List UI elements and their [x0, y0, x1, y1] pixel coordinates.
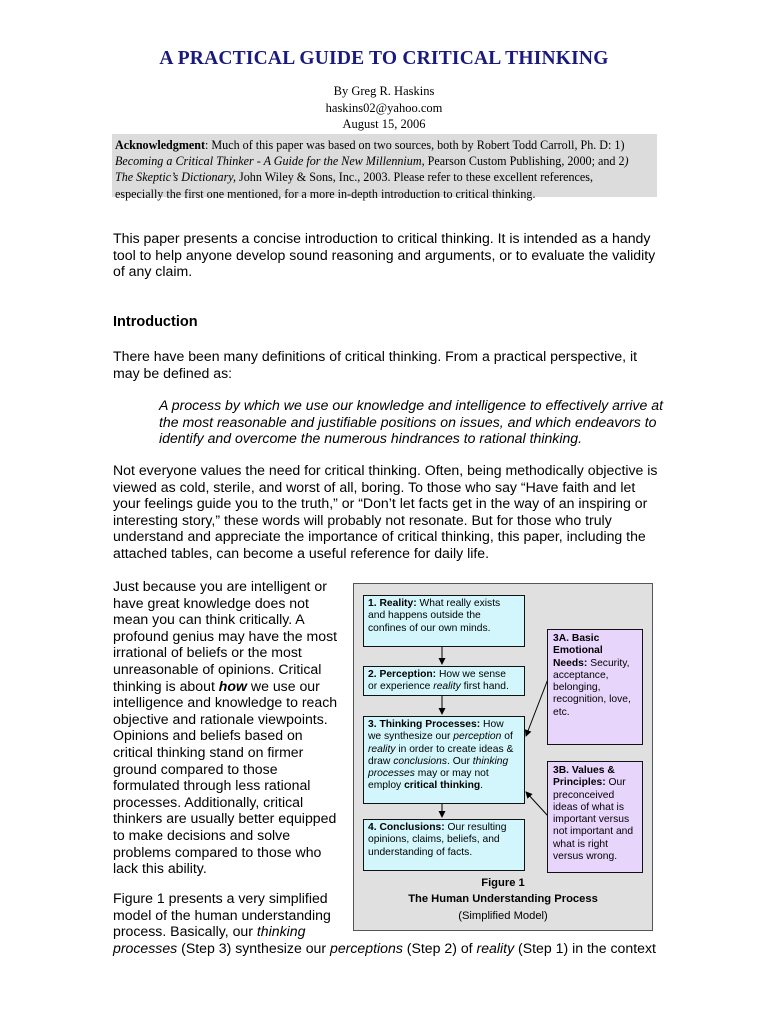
text-line [113, 678, 348, 695]
box-perception [363, 666, 525, 696]
intro-paragraph [113, 230, 655, 280]
box-text: ideas of what is [553, 801, 624, 813]
box-text: acceptance, [553, 669, 609, 681]
ack-text: : Much of this paper was based on two sources, both by Robert Todd Carroll, Ph. D: 1) [205, 138, 625, 152]
box-text: Our [605, 777, 626, 789]
box-text: understanding of facts. [368, 846, 473, 858]
author-email: haskins02@yahoo.com [325, 101, 443, 115]
text-span: perceptions [330, 939, 403, 956]
values-paragraph [113, 462, 657, 562]
text-line: There have been many definitions of critical thinking. From a practical perspective, it [113, 348, 638, 364]
text-line: Just because you are intelligent or [113, 578, 327, 594]
ack-book-2: The Skeptic’s Dictionary, [115, 170, 237, 185]
box-text: Our resulting [444, 822, 507, 833]
text-line: Not everyone values the need for critical thinking. Often, being methodically objective is [113, 462, 658, 478]
text-line [113, 940, 656, 957]
text-line: processes. Additionally, critical [113, 793, 304, 810]
box-label: Emotional [553, 645, 603, 657]
text-line: identify and overcome the numerous hindrances to rational thinking. [159, 430, 583, 447]
figure-1-diagram [353, 583, 653, 931]
box-text: recognition, love, [553, 694, 631, 706]
box-text: versus wrong. [553, 851, 618, 863]
box-text: or experience [368, 681, 434, 693]
text-span: (Step 3) synthesize our [177, 939, 330, 956]
box-text: reality [368, 743, 396, 755]
text-line: Opinions and beliefs based on [113, 727, 303, 744]
ack-label: Acknowledgment [115, 138, 206, 152]
text-line: Figure 1 presents a very simplified [113, 890, 328, 906]
text-span: (Step 2) of [402, 939, 477, 956]
box-thinking-processes [363, 716, 525, 804]
box-text: conclusions [393, 755, 447, 767]
figure-caption-number: Figure 1 [481, 877, 525, 889]
box-values-principles [547, 761, 643, 873]
arrow-emotional-needs-to-thinking [526, 679, 548, 736]
box-conclusions [363, 819, 525, 871]
text-line: interesting story,” these words will probably not resonate. But for those who truly [113, 511, 612, 528]
box-text: preconceived [553, 789, 615, 801]
text-line: tool to help anyone develop sound reasoning and arguments, or to evaluate the validity [113, 246, 656, 263]
box-label: 3A. Basic [553, 633, 600, 644]
box-emotional-needs [547, 629, 643, 745]
text-line: critical thinking stand on firmer [113, 743, 304, 760]
box-label: 3. Thinking Processes: [368, 719, 481, 730]
box-label: 4. Conclusions: [368, 822, 445, 833]
box-text: and happens outside the [368, 610, 481, 622]
ack-text: ) [624, 154, 629, 169]
text-line: to make decisions and solve [113, 826, 291, 843]
text-line: mean you can think critically. A [113, 611, 305, 628]
left-column-paragraph [113, 578, 348, 877]
ack-text: especially the first one mentioned, for a more in-depth introduction to critical thinking. [115, 186, 536, 201]
text-span: (Step 1) in the context [514, 939, 656, 956]
box-label: 2. Perception: [368, 669, 437, 680]
box-text: What really exists [416, 598, 501, 609]
text-line: profound genius may have the most [113, 627, 338, 644]
section-heading-introduction: Introduction [113, 314, 198, 330]
box-text: belonging, [553, 682, 601, 694]
box-text: Security, [587, 657, 630, 669]
text-span: reality [476, 939, 515, 956]
box-label: Needs: [553, 657, 588, 669]
text-line: formulated through less rational [113, 777, 311, 794]
definition-paragraph [113, 348, 637, 381]
box-text: we synthesize our [368, 731, 454, 743]
box-text: opinions, claims, beliefs, and [368, 834, 500, 846]
box-text: draw [368, 755, 394, 767]
text-span: process. Basically, our [113, 923, 257, 940]
text-line: irrational of beliefs or the most [113, 644, 302, 661]
text-line: thinkers are usually better equipped [113, 810, 337, 827]
box-text: critical thinking [404, 780, 481, 792]
text-line: viewed as cold, sterile, and worst of all, boring. To those who say “Have faith and let [113, 478, 636, 495]
box-text: important versus [553, 814, 630, 826]
text-line: problems compared to those who [113, 843, 322, 860]
text-line: This paper presents a concise introduction to critical thinking. It is intended as a handy [113, 230, 651, 246]
text-line: attached tables, can become a useful reference for daily life. [113, 544, 490, 561]
box-text: first hand. [460, 681, 509, 693]
box-text: etc. [553, 706, 570, 718]
box-reality [363, 595, 525, 647]
text-span: processes [113, 939, 178, 956]
box-label: Principles: [553, 777, 606, 789]
acknowledgment-box [112, 134, 657, 201]
text-line: model of the human understanding [113, 906, 331, 923]
box-text: not important and [553, 826, 634, 838]
box-text: employ [368, 780, 405, 792]
text-line: may be defined as: [113, 364, 233, 381]
text-line: have great knowledge does not [113, 594, 309, 611]
box-label: 3B. Values & [553, 765, 615, 776]
document-date: August 15, 2006 [342, 117, 426, 131]
box-text: reality [433, 681, 461, 693]
arrow-values-to-thinking [526, 792, 548, 816]
box-text: what is right [553, 838, 608, 850]
text-line: understand and appreciate the importance of critical thinking, this paper, including the [113, 528, 646, 545]
box-text: How [480, 719, 504, 730]
text-line: of any claim. [113, 263, 193, 280]
text-span: thinking [256, 923, 306, 940]
emphasis-how: how [218, 677, 247, 694]
box-text: How we sense [436, 669, 506, 680]
box-text: perception [453, 731, 502, 743]
text-line: ground compared to those [113, 760, 278, 777]
box-text: thinking [472, 755, 509, 767]
box-text: . Our [447, 755, 473, 767]
ack-book-1: Becoming a Critical Thinker - A Guide for the New Millennium [115, 154, 422, 169]
definition-quote [159, 397, 663, 447]
text-line: objective and rationale viewpoints. [113, 710, 328, 727]
text-line: unreasonable of opinions. Critical [113, 660, 322, 677]
box-text: may or may not [414, 768, 489, 780]
ack-text: John Wiley & Sons, Inc., 2003. Please refer to these excellent references, [236, 170, 593, 185]
box-text: of [501, 731, 513, 743]
text-line: your feelings guide you to the truth,” or “Don’t let facts get in the way of an inspiring or [113, 495, 648, 512]
text-span: thinking is about [113, 677, 219, 694]
box-text: confines of our own minds. [368, 622, 491, 634]
figure-caption-title: The Human Understanding Process [408, 893, 598, 905]
text-line: the most reasonable and justifiable positions on issues, and which endeavors to [159, 413, 657, 430]
author-line: By Greg R. Haskins [333, 84, 435, 98]
text-line: intelligence and knowledge to reach [113, 694, 338, 711]
document-title: A PRACTICAL GUIDE TO CRITICAL THINKING [159, 48, 609, 69]
ack-text: , Pearson Custom Publishing, 2000; and 2 [421, 154, 625, 169]
box-text: in order to create ideas & [395, 743, 514, 755]
text-line: A process by which we use our knowledge and intelligence to effectively arrive at [159, 397, 663, 413]
box-text: processes [368, 768, 415, 780]
box-text: . [480, 780, 484, 792]
text-span: we use our [246, 677, 320, 694]
box-label: 1. Reality: [368, 598, 417, 609]
text-line: lack this ability. [113, 860, 207, 877]
figure-caption-subtitle: (Simplified Model) [458, 910, 548, 922]
